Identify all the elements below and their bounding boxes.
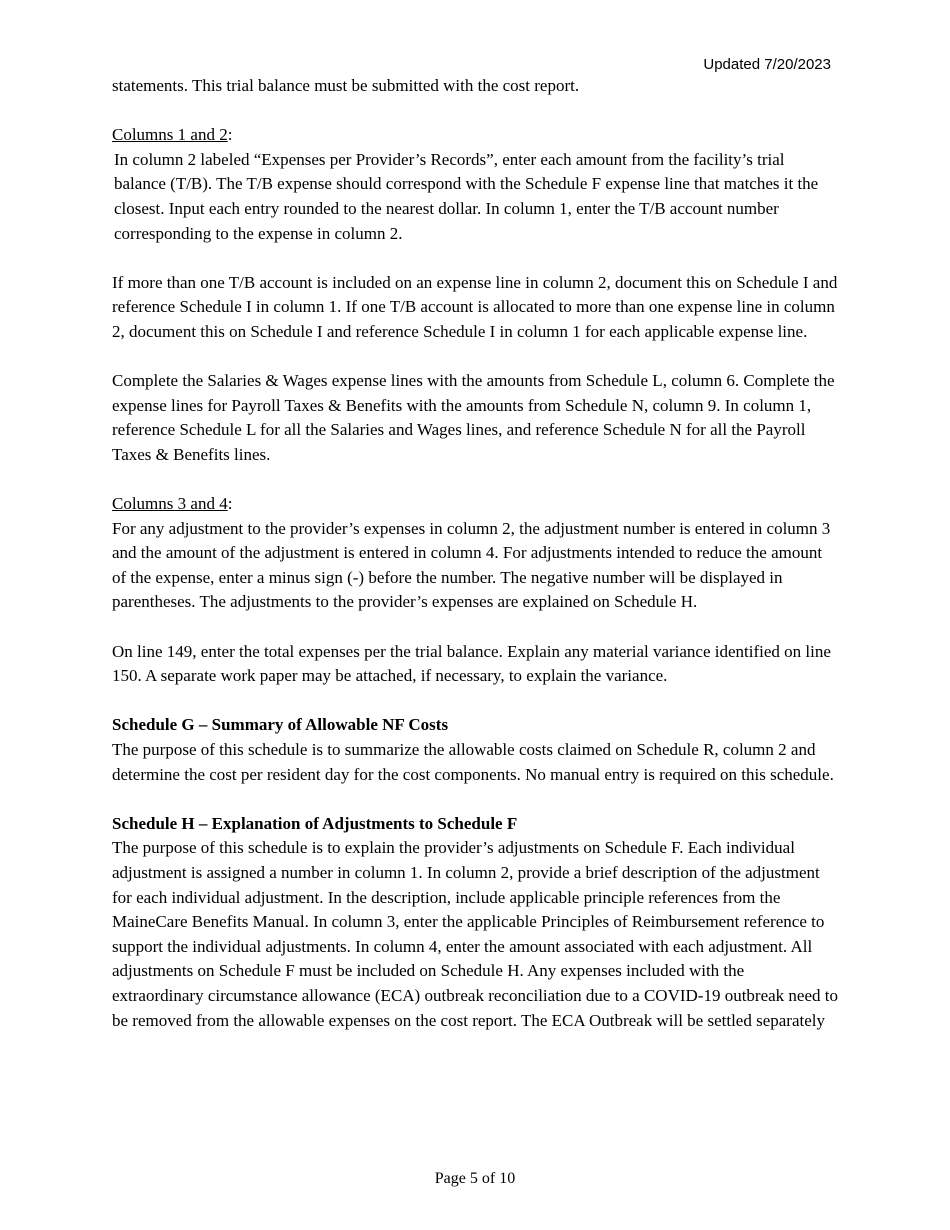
columns-1-2-paragraph-3: Complete the Salaries & Wages expense lines with the amounts from Schedule L, column 6. Complete the expense lines for Payroll Taxes & Benefits with the amounts from Schedule N, column 9. In column 1, reference Schedule L for all the Salaries and Wages lines, and reference Schedule N for all the Payroll Taxes & Benefits lines. <box>112 371 835 464</box>
schedule-h-paragraph: The purpose of this schedule is to explain the provider’s adjustments on Schedule F. Each individual adjustment is assigned a number in column 1. In column 2, provide a brief description of the adjustment for each individual adjustment. In the description, include applicable principle references from the MaineCare Benefits Manual. In column 3, enter the applicable Principles of Reimbursement reference to support the individual adjustments. In column 4, enter the amount associated with each adjustment. All adjustments on Schedule F must be included on Schedule H. Any expenses included with the extraordinary circumstance allowance (ECA) outbreak reconciliation due to a COVID-19 outbreak need to be removed from the allowable expenses on the cost report. The ECA Outbreak will be settled separately <box>112 838 838 1030</box>
columns-1-2-heading-text: Columns 1 and 2 <box>112 125 228 145</box>
columns-1-2-heading-colon: : <box>227 125 233 145</box>
intro-paragraph: statements. This trial balance must be submitted with the cost report. <box>112 76 580 95</box>
columns-3-4-paragraph-2: On line 149, enter the total expenses per the trial balance. Explain any material variance identified on line 150. A separate work paper may be attached, if necessary, to explain the variance. <box>112 641 831 686</box>
updated-date: Updated 7/20/2023 <box>703 56 831 73</box>
columns-3-4-heading-text: Columns 3 and 4 <box>112 494 228 514</box>
schedule-g-paragraph: The purpose of this schedule is to summarize the allowable costs claimed on Schedule R, column 2 and determine the cost per resident day for the cost components. No manual entry is required on this schedule. <box>112 740 834 784</box>
columns-3-4-paragraph-1: For any adjustment to the provider’s expenses in column 2, the adjustment number is entered in column 3 and the amount of the adjustment is entered in column 4. For adjustments intended to reduce the amount of the expense, enter a minus sign (-) before the number. The negative number will be displayed in parentheses. The adjustments to the provider’s expenses are explained on Schedule H. <box>112 518 831 612</box>
schedule-h-heading: Schedule H – Explanation of Adjustments to Schedule F <box>112 813 518 833</box>
columns-3-4-heading-colon: : <box>227 494 233 514</box>
columns-1-2-heading <box>112 123 840 148</box>
document-body <box>112 74 840 1033</box>
schedule-g-heading: Schedule G – Summary of Allowable NF Costs <box>112 715 449 735</box>
columns-1-2-paragraph-2: If more than one T/B account is included on an expense line in column 2, document this on Schedule I and reference Schedule I in column 1. If one T/B account is allocated to more than one expense line in column 2, document this on Schedule I and reference Schedule I in column 1 for each applicable expense line. <box>112 272 838 341</box>
columns-1-2-paragraph-1: In column 2 labeled “Expenses per Provider’s Records”, enter each amount from the facility’s trial balance (T/B). The T/B expense should correspond with the Schedule F expense line that matches it the closest. Input each entry rounded to the nearest dollar. In column 1, enter the T/B account number corresponding to the expense in column 2. <box>114 149 819 243</box>
page-number: Page 5 of 10 <box>434 1170 516 1187</box>
columns-3-4-heading <box>112 492 840 517</box>
